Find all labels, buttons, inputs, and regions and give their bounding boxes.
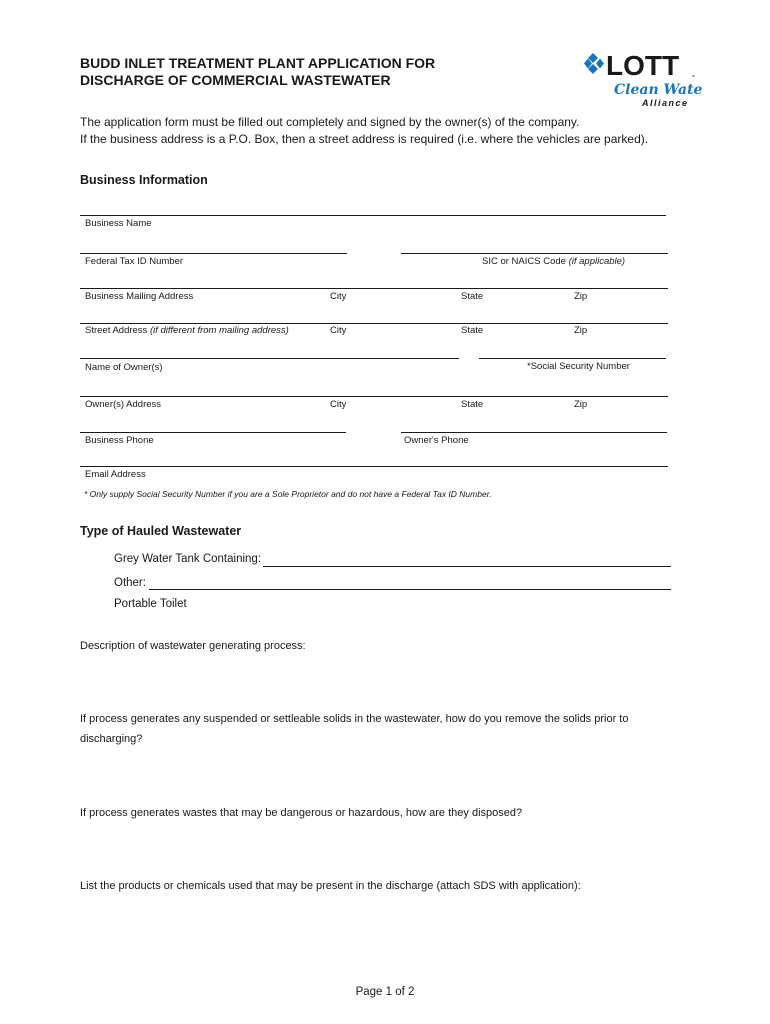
ssn-note: * Only supply Social Security Number if you are a Sole Proprietor and do not have a Federal Tax ID Number. xyxy=(84,489,492,499)
street-address-note: (if different from mailing address) xyxy=(149,325,289,336)
other-field[interactable] xyxy=(149,589,671,590)
federal-tax-id-label: Federal Tax ID Number xyxy=(85,256,184,267)
federal-tax-id-field[interactable] xyxy=(80,253,347,254)
owner-phone-label: Owner's Phone xyxy=(404,435,469,446)
street-address-label xyxy=(85,325,289,336)
wastewater-heading: Type of Hauled Wastewater xyxy=(80,524,242,538)
intro-line-1: The application form must be filled out completely and signed by the owner(s) of the company. xyxy=(80,115,580,129)
street-address-text: Street Address xyxy=(85,325,148,336)
sic-code-note: (if applicable) xyxy=(568,256,626,267)
email-label: Email Address xyxy=(85,469,146,480)
logo-clean-water: Clean Water xyxy=(614,82,703,98)
sic-code-field[interactable] xyxy=(401,253,668,254)
owner-name-label: Name of Owner(s) xyxy=(85,362,163,373)
street-address-field[interactable] xyxy=(80,323,668,324)
title-line-1: BUDD INLET TREATMENT PLANT APPLICATION FOR xyxy=(80,55,436,71)
hazardous-waste-question: If process generates wastes that may be dangerous or hazardous, how are they disposed? xyxy=(80,807,523,819)
business-info-heading: Business Information xyxy=(80,173,208,187)
portable-toilet-option[interactable]: Portable Toilet xyxy=(114,598,187,610)
logo-brand: LOTT xyxy=(606,50,680,81)
owner-zip-label: Zip xyxy=(574,399,588,410)
grey-water-field[interactable] xyxy=(263,566,671,567)
street-city-label: City xyxy=(330,325,347,336)
mailing-address-label: Business Mailing Address xyxy=(85,291,194,302)
mailing-address-field[interactable] xyxy=(80,288,668,289)
title-line-2: DISCHARGE OF COMMERCIAL WASTEWATER xyxy=(80,72,391,88)
owner-address-field[interactable] xyxy=(80,396,668,397)
lott-logo xyxy=(583,47,703,109)
page-number: Page 1 of 2 xyxy=(355,986,415,998)
owner-phone-field[interactable] xyxy=(401,432,667,433)
business-name-label: Business Name xyxy=(85,218,152,229)
mailing-state-label: State xyxy=(461,291,484,302)
intro-text xyxy=(80,114,648,148)
intro-line-2: If the business address is a P.O. Box, then a street address is required (i.e. where the vehicles are parked). xyxy=(80,132,649,146)
mailing-zip-label: Zip xyxy=(574,291,588,302)
email-field[interactable] xyxy=(80,466,668,467)
business-phone-label: Business Phone xyxy=(85,435,154,446)
street-zip-label: Zip xyxy=(574,325,588,336)
process-description-question: Description of wastewater generating process: xyxy=(80,640,306,652)
ssn-field[interactable] xyxy=(479,358,666,359)
business-name-field[interactable] xyxy=(80,215,666,216)
street-state-label: State xyxy=(461,325,484,336)
owner-state-label: State xyxy=(461,399,484,410)
grey-water-option-label: Grey Water Tank Containing: xyxy=(114,553,262,565)
owner-city-label: City xyxy=(330,399,347,410)
sic-code-text: SIC or NAICS Code xyxy=(482,256,566,267)
logo-alliance: Alliance xyxy=(642,98,689,108)
lott-logo-mark xyxy=(583,47,703,109)
owner-address-label: Owner(s) Address xyxy=(85,399,162,410)
business-phone-field[interactable] xyxy=(80,432,346,433)
solids-removal-question: If process generates any suspended or settleable solids in the wastewater, how do you remove the solids prior to discharging? xyxy=(80,713,629,745)
page-title xyxy=(80,55,435,89)
ssn-label: *Social Security Number xyxy=(527,361,630,372)
owner-name-field[interactable] xyxy=(80,358,459,359)
other-option-label: Other: xyxy=(114,577,146,589)
sic-code-label xyxy=(482,256,625,267)
products-chemicals-question: List the products or chemicals used that may be present in the discharge (attach SDS with application): xyxy=(80,880,581,892)
mailing-city-label: City xyxy=(330,291,347,302)
logo-diamond-right xyxy=(596,59,604,69)
logo-tm: ™ xyxy=(691,74,695,79)
